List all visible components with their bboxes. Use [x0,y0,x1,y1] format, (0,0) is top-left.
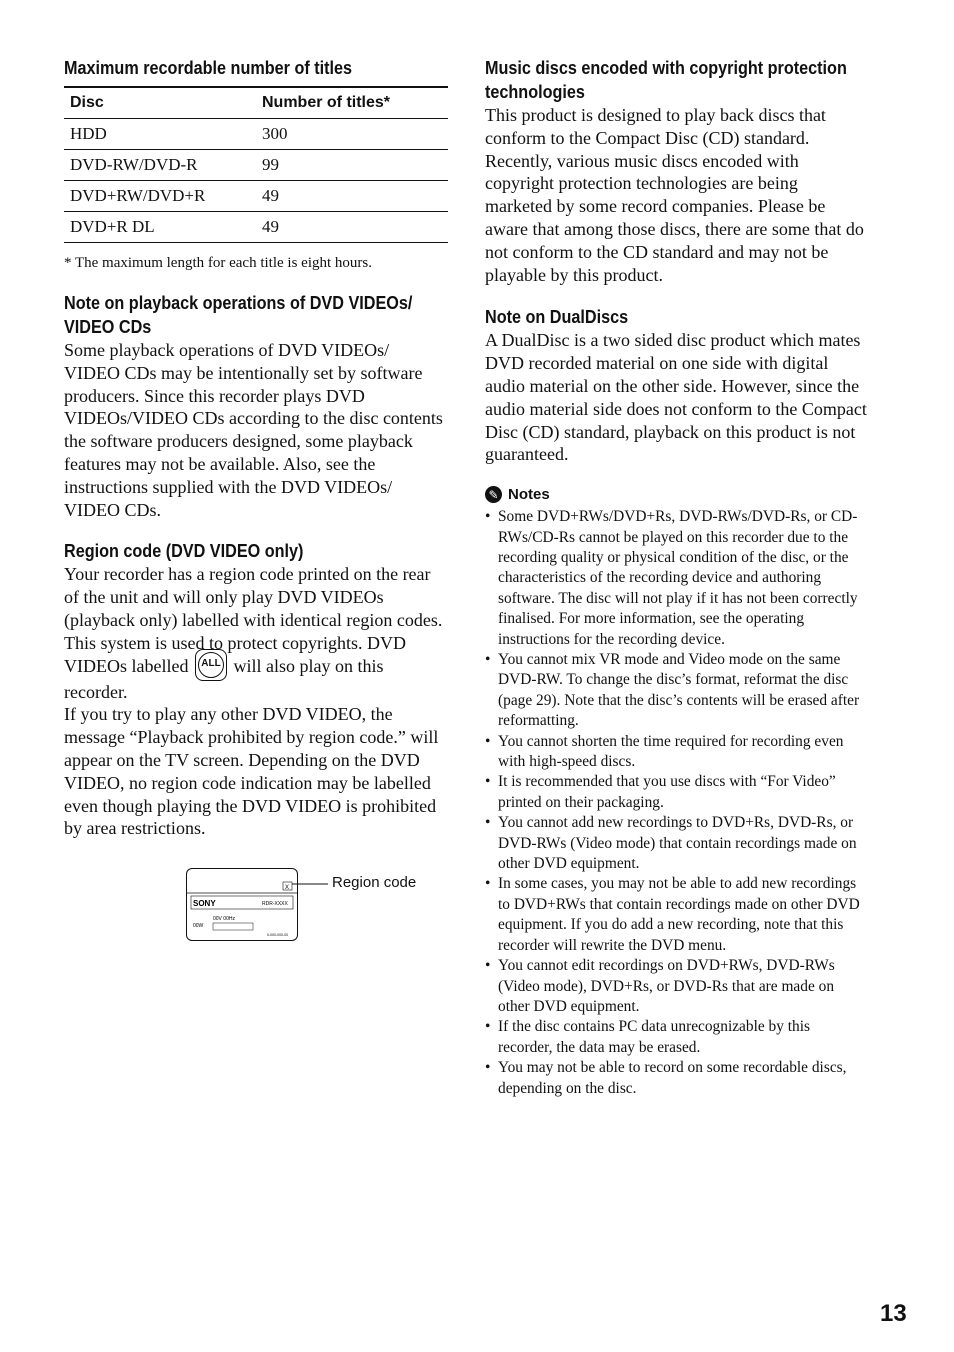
table-header-disc: Disc [64,87,256,119]
notes-icon: ✎ [485,486,502,503]
region-all-logo-icon [195,649,227,681]
region-text2: If you try to play any other DVD VIDEO, the message “Playback prohibited by region code.” will appear on the TV screen. Depending on the DVD VIDEO, no region code indication may be labelled even though playing the DVD VIDEO is prohibited by area restrictions. [64,704,439,839]
list-item: • You cannot shorten the time required for recording even with high-speed discs. [485,732,868,773]
region-code-label: Region code [332,874,417,891]
table-row [64,119,448,150]
table-cell-disc: HDD [64,119,256,150]
list-item: • You cannot add new recordings to DVD+Rs, DVD-Rs, or DVD-RWs (Video mode) that contain recordings made on other DVD equipment. [485,813,868,874]
notes-list [485,507,868,1099]
panel-serial: 0-000-000-00 [267,933,289,937]
table-cell-disc: DVD-RW/DVD-R [64,150,256,181]
list-item: • You cannot mix VR mode and Video mode on the same DVD-RW. To change the disc’s format, reformat the disc (page 29). Note that the disc’s contents will be erased after reformatting. [485,650,868,732]
region-text-part1: Your recorder has a region code printed on the rear of the unit and will only play DVD VIDEOs (playback only) labelled with identical region codes. This system is used to protect copyrights. DVD VIDEOs labelled [64,564,443,676]
max-titles-heading: Maximum recordable number of titles [64,58,353,78]
region-heading: Region code (DVD VIDEO only) [64,541,304,562]
table-cell-titles: 49 [256,181,448,212]
panel-region-code: X [285,885,290,891]
panel-brand: SONY [193,899,216,908]
region-code-leader-line [292,880,332,888]
region-all-logo-text: ALL [198,652,224,678]
dualdiscs-heading: Note on DualDiscs [485,307,629,328]
playback-note-text: Some playback operations of DVD VIDEOs/ VIDEO CDs may be intentionally set by software producers. Since this recorder plays DVD VIDEOs/VIDEO CDs according to the disc contents the software producers designed, some playback features may not be available. Also, see the instructions supplied with the DVD VIDEOs/ VIDEO CDs. [64,340,443,520]
rear-panel-figure [186,868,298,941]
region-text [64,563,448,703]
list-item: • If the disc contains PC data unrecognizable by this recorder, the data may be erased. [485,1017,868,1058]
list-item: • It is recommended that you use discs with “For Video” printed on their packaging. [485,772,868,813]
panel-model: RDR-XXXX [262,901,288,907]
table-row [64,181,448,212]
max-titles-table [64,86,448,243]
table-cell-titles: 49 [256,212,448,243]
left-column [64,56,448,840]
list-item: • In some cases, you may not be able to add new recordings to DVD+RWs that contain recordings made on other DVD equipment. If you do add a new recording, note that this recorder will rewrite the DVD menu. [485,874,868,956]
page-number: 13 [880,1300,907,1327]
list-item: • You may not be able to record on some recordable discs, depending on the disc. [485,1058,868,1099]
notes-title [485,486,868,503]
right-column [485,56,868,1099]
table-cell-titles: 300 [256,119,448,150]
table-row [64,212,448,243]
table-cell-disc: DVD+RW/DVD+R [64,181,256,212]
music-discs-text: This product is designed to play back discs that conform to the Compact Disc (CD) standard. Recently, various music discs encoded with copyright protection technologies are being marketed by some record companies. Please be aware that among those discs, there are some that do not conform to the CD standard and may not be playable by this product. [485,105,864,285]
playback-note-heading: Note on playback operations of DVD VIDEOs/ VIDEO CDs [64,293,413,337]
list-item: • Some DVD+RWs/DVD+Rs, DVD-RWs/DVD-Rs, or CD-RWs/CD-Rs cannot be played on this recorder due to the recording quality or physical condition of the disc, or the characteristics of the recording device and authoring software. The disc will not play if it has not been correctly finalised. For more information, see the operating instructions for the recording device. [485,507,868,650]
table-header-titles: Number of titles* [256,87,448,119]
table-row [64,150,448,181]
panel-watt: 00W [193,923,204,929]
table-cell-titles: 99 [256,150,448,181]
table-header-row [64,87,448,119]
panel-power: 00V 00Hz [213,916,235,922]
dualdiscs-text: A DualDisc is a two sided disc product which mates DVD recorded material on one side with digital audio material on the other side. However, since the audio material side does not conform to the Compact Disc (CD) standard, playback on this product is not guaranteed. [485,330,867,465]
region-text-part2: will also play on this recorder. [64,655,384,702]
rear-panel-drawing [187,869,297,940]
notes-title-text: Notes [508,486,550,504]
table-cell-disc: DVD+R DL [64,212,256,243]
list-item: • You cannot edit recordings on DVD+RWs, DVD-RWs (Video mode), DVD+Rs, or DVD-Rs that are made on other DVD equipment. [485,956,868,1017]
table-footnote: * The maximum length for each title is eight hours. [64,255,372,271]
music-discs-heading: Music discs encoded with copyright protection technologies [485,58,847,102]
